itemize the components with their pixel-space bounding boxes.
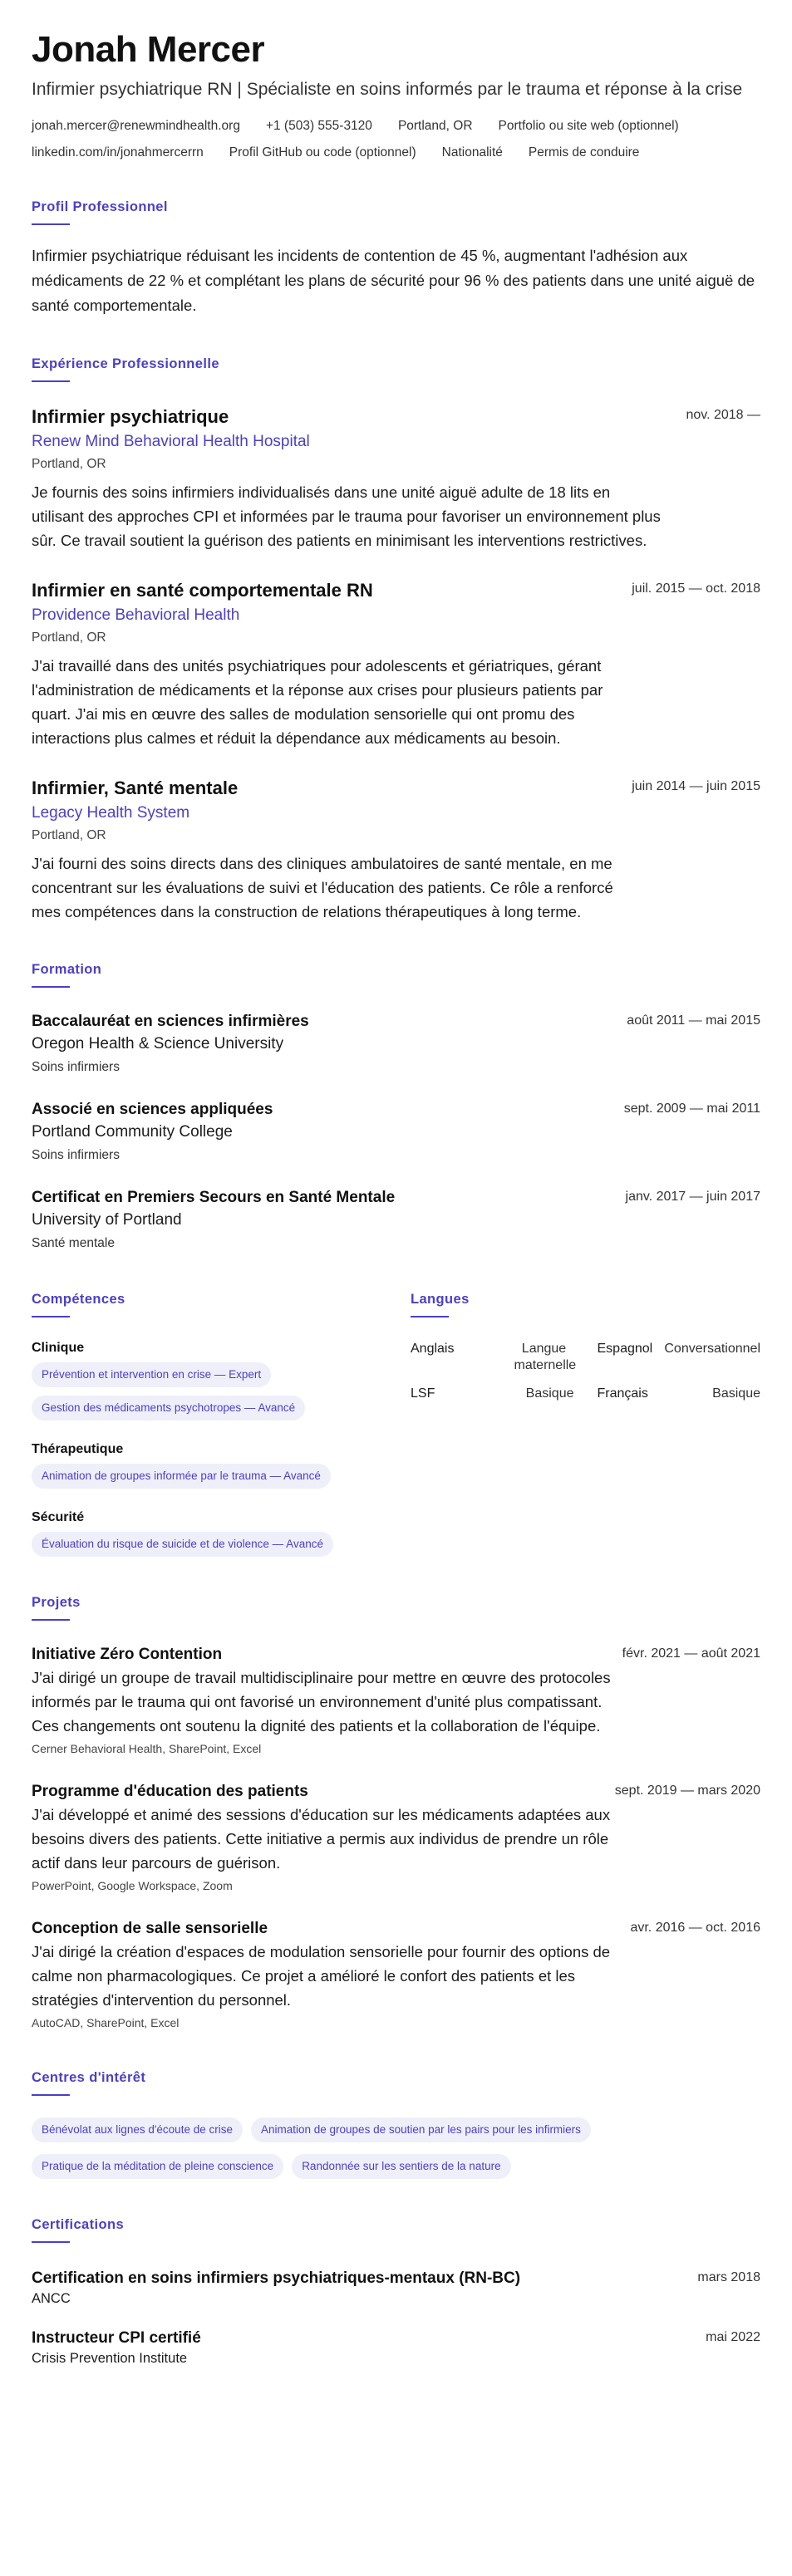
project-title: Programme d'éducation des patients	[32, 1783, 308, 1800]
job-description: J'ai fourni des soins directs dans des cliniques ambulatoires de santé mentale, en me concentrant sur les évaluations de suivi et l'éducation des patients. Ce rôle a renforcé mes compétences dans la construction de relations thérapeutiques à long terme.	[32, 855, 613, 920]
language-grid	[411, 1341, 760, 1402]
certifications-section	[32, 2217, 760, 2367]
skills-section	[32, 1292, 411, 1557]
certification-title: Instructeur CPI certifié	[32, 2329, 201, 2347]
languages-section	[411, 1292, 760, 1557]
job-description: J'ai travaillé dans des unités psychiatriques pour adolescents et gériatriques, gérant l'administration de médicaments et la réponse aux crises pour plusieurs patients par quart. J'ai mis en œuvre des salles de modulation sensorielle qui ont promu des interactions plus calmes et réduit la dépendance aux médicaments au besoin.	[32, 657, 603, 747]
job-list	[32, 405, 760, 924]
job-entry	[32, 405, 760, 552]
job-entry	[32, 579, 760, 750]
contact-nationality: Nationalité	[441, 145, 503, 159]
project-description: J'ai développé et animé des sessions d'éducation sur les médicaments adaptées aux besoins divers des patients. Cette initiative a permis aux individus de prendre un rôle actif dans leur parcours de guérison.	[32, 1806, 611, 1872]
project-dates: avr. 2016 — oct. 2016	[630, 1921, 760, 1935]
contact-portfolio[interactable]: Portfolio ou site web (optionnel)	[498, 119, 679, 133]
job-dates: juil. 2015 — oct. 2018	[632, 581, 760, 596]
contact-license: Permis de conduire	[528, 145, 640, 159]
job-title: Infirmier psychiatrique	[32, 406, 229, 427]
job-dates: juin 2014 — juin 2015	[632, 779, 760, 793]
education-entry	[32, 1011, 760, 1077]
project-title: Initiative Zéro Contention	[32, 1646, 223, 1663]
interest-chip: Pratique de la méditation de pleine conscience	[32, 2154, 283, 2179]
section-title: Formation	[32, 962, 102, 977]
job-company: Providence Behavioral Health	[32, 606, 240, 624]
project-entry	[32, 1918, 760, 2032]
interest-chip: Animation de groupes de soutien par les pairs pour les infirmiers	[251, 2117, 591, 2142]
degree-title: Associé en sciences appliquées	[32, 1101, 273, 1118]
section-divider	[32, 380, 70, 382]
language-item	[411, 1386, 574, 1402]
section-divider	[32, 2241, 70, 2243]
skill-chip: Gestion des médicaments psychotropes — Avancé	[32, 1396, 305, 1420]
certification-date: mai 2022	[706, 2330, 760, 2344]
skill-category: Sécurité	[32, 1510, 85, 1524]
field-of-study: Soins infirmiers	[32, 1060, 120, 1074]
skill-chip: Évaluation du risque de suicide et de violence — Avancé	[32, 1532, 333, 1557]
language-name: LSF	[411, 1386, 435, 1401]
project-tools: PowerPoint, Google Workspace, Zoom	[32, 1879, 233, 1892]
language-level: Basique	[712, 1386, 760, 1401]
section-divider	[32, 986, 70, 988]
section-divider	[32, 1316, 70, 1317]
section-divider	[411, 1316, 449, 1317]
section-title: Expérience Professionnelle	[32, 356, 219, 371]
language-name: Anglais	[411, 1342, 455, 1356]
project-dates: févr. 2021 — août 2021	[622, 1646, 760, 1661]
job-title: Infirmier en santé comportementale RN	[32, 580, 373, 601]
degree-title: Certificat en Premiers Secours en Santé Mentale	[32, 1189, 396, 1206]
degree-title: Baccalauréat en sciences infirmières	[32, 1013, 309, 1030]
skill-chips	[32, 1362, 411, 1420]
job-entry	[32, 777, 760, 924]
education-entry	[32, 1099, 760, 1165]
contact-location: Portland, OR	[397, 119, 473, 133]
interest-chip: Randonnée sur les sentiers de la nature	[292, 2154, 510, 2179]
language-level: Basique	[525, 1386, 574, 1401]
job-description: Je fournis des soins infirmiers individualisés dans une unité aiguë adulte de 18 lits en utilisant des approches CPI et informées par le trauma pour favoriser un environnement plus sûr. Ce travail soutient la guérison des patients en minimisant les interventions restrictives.	[32, 483, 661, 549]
skill-chip: Animation de groupes informée par le trauma — Avancé	[32, 1464, 331, 1489]
contact-email[interactable]: jonah.mercer@renewmindhealth.org	[32, 119, 240, 133]
section-title: Projets	[32, 1595, 81, 1610]
education-dates: août 2011 — mai 2015	[627, 1013, 760, 1028]
section-title: Compétences	[32, 1292, 125, 1307]
language-item	[598, 1386, 761, 1402]
interests-section	[32, 2070, 760, 2179]
project-dates: sept. 2019 — mars 2020	[614, 1784, 760, 1798]
profile-summary: Infirmier psychiatrique réduisant les incidents de contention de 45 %, augmentant l'adhésion aux médicaments de 22 % et complétant les plans de sécurité pour 96 % des patients dans une unité aiguë de santé comportementale.	[32, 247, 755, 314]
project-entry	[32, 1781, 760, 1895]
job-title: Infirmier, Santé mentale	[32, 778, 239, 798]
section-title: Profil Professionnel	[32, 199, 168, 214]
section-divider	[32, 2094, 70, 2096]
school-name: University of Portland	[32, 1211, 182, 1229]
skill-chip: Prévention et intervention en crise — Expert	[32, 1362, 271, 1387]
section-title: Langues	[411, 1292, 470, 1307]
language-level: Conversationnel	[664, 1342, 760, 1356]
skill-category: Thérapeutique	[32, 1442, 124, 1456]
section-title: Centres d'intérêt	[32, 2070, 146, 2085]
job-company: Legacy Health System	[32, 804, 190, 822]
certification-title: Certification en soins infirmiers psychiatriques-mentaux (RN-BC)	[32, 2269, 521, 2287]
project-description: J'ai dirigé la création d'espaces de modulation sensorielle pour fournir des options de calme non pharmacologiques. Ce projet a amélioré le confort des patients et les stratégies d'intervention du personnel.	[32, 1943, 611, 2009]
certification-issuer: ANCC	[32, 2291, 71, 2306]
certification-issuer: Crisis Prevention Institute	[32, 2351, 188, 2366]
headline: Infirmier psychiatrique RN | Spécialiste en soins informés par le trauma et réponse à la crise	[32, 80, 743, 99]
school-name: Oregon Health & Science University	[32, 1035, 284, 1052]
skills-languages-row	[32, 1292, 760, 1557]
certification-entry	[32, 2268, 760, 2308]
contact-phone[interactable]: +1 (503) 555-3120	[265, 119, 372, 133]
education-entry	[32, 1187, 760, 1254]
section-title: Certifications	[32, 2217, 125, 2232]
candidate-name: Jonah Mercer	[32, 29, 265, 70]
language-level: Langue maternelle	[514, 1342, 577, 1372]
job-company: Renew Mind Behavioral Health Hospital	[32, 433, 310, 450]
skill-category: Clinique	[32, 1341, 85, 1355]
certification-entry	[32, 2328, 760, 2367]
profile-section	[32, 199, 760, 318]
contact-list	[32, 118, 760, 161]
project-list	[32, 1644, 760, 2032]
interest-chips	[32, 2117, 696, 2179]
project-description: J'ai dirigé un groupe de travail multidisciplinaire pour mettre en œuvre des protocoles informés par le trauma qui ont favorisé un environnement d'unité plus compatissant. Ces changements ont soutenu la dignité des patients et la collaboration de l'équipe.	[32, 1669, 611, 1735]
project-tools: Cerner Behavioral Health, SharePoint, Excel	[32, 1742, 262, 1755]
project-title: Conception de salle sensorielle	[32, 1920, 268, 1937]
language-item	[411, 1341, 577, 1374]
certification-date: mars 2018	[697, 2270, 760, 2284]
resume-header	[32, 30, 760, 161]
language-name: Espagnol	[597, 1342, 653, 1356]
school-name: Portland Community College	[32, 1123, 233, 1141]
field-of-study: Soins infirmiers	[32, 1148, 120, 1162]
contact-linkedin[interactable]: linkedin.com/in/jonahmercerrn	[32, 145, 204, 159]
field-of-study: Santé mentale	[32, 1236, 115, 1250]
certification-list	[32, 2268, 760, 2367]
language-item	[598, 1341, 761, 1374]
projects-section	[32, 1595, 760, 2032]
job-location: Portland, OR	[32, 631, 106, 645]
education-dates: janv. 2017 — juin 2017	[625, 1190, 760, 1204]
job-location: Portland, OR	[32, 457, 106, 471]
education-list	[32, 1011, 760, 1254]
education-section	[32, 962, 760, 1254]
project-entry	[32, 1644, 760, 1758]
education-dates: sept. 2009 — mai 2011	[623, 1102, 760, 1116]
job-dates: nov. 2018 —	[686, 408, 760, 422]
language-name: Français	[597, 1386, 648, 1401]
skill-chips	[32, 1464, 411, 1489]
interest-chip: Bénévolat aux lignes d'écoute de crise	[32, 2117, 243, 2142]
experience-section	[32, 356, 760, 924]
job-location: Portland, OR	[32, 828, 106, 842]
contact-github[interactable]: Profil GitHub ou code (optionnel)	[229, 145, 416, 159]
section-divider	[32, 1619, 70, 1621]
skill-chips	[32, 1532, 411, 1557]
section-divider	[32, 223, 70, 225]
project-tools: AutoCAD, SharePoint, Excel	[32, 2016, 180, 2029]
